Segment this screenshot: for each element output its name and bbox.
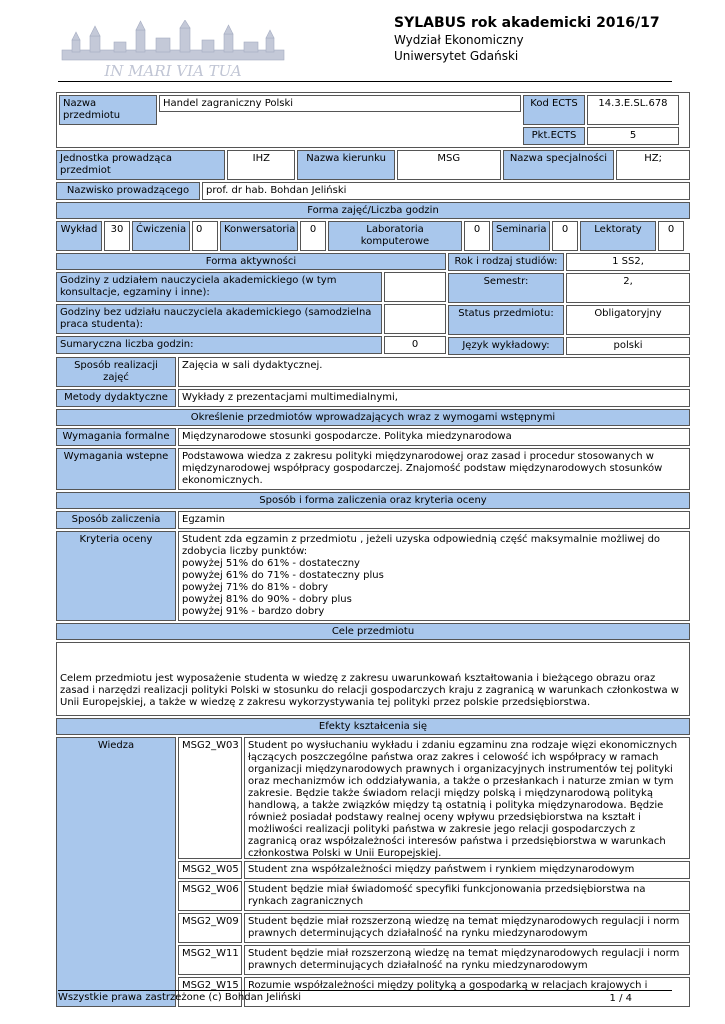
course-frame <box>56 92 690 148</box>
language-label: Język wykładowy: <box>448 337 564 355</box>
outcome-description: Student będzie miał rozszerzoną wiedzę na temat międzynarodowych regulacji i norm prawnych determinujących działalność na rynku miedzynarodowym <box>244 945 690 975</box>
grading-criteria-label: Kryteria oceny <box>56 531 176 621</box>
outcome-code: MSG2_W09 <box>178 913 242 943</box>
assessment-method-label: Sposób zaliczenia <box>56 511 176 529</box>
field-value: MSG <box>397 150 501 180</box>
study-year-value: 1 SS2, <box>566 253 690 271</box>
semester-value: 2, <box>566 273 690 303</box>
teaching-methods-label: Metody dydaktyczne <box>56 389 176 407</box>
activity-block <box>56 253 690 355</box>
semester-label: Semestr: <box>448 273 564 303</box>
page-header <box>0 0 725 90</box>
study-year-label: Rok i rodzaj studiów: <box>448 253 564 271</box>
class-hours: 0 <box>658 221 684 251</box>
grading-criteria-value: Student zda egzamin z przedmiotu , jeżeli uzyska odpowiednią część maksymalnie możliwej do zdobycia liczby punktów: powyżej 51% do 61% - dostateczny powyżej 61% do 71% - dostateczny plus powyżej 71% do 81% - dobry powyżej 81% do 90% - dobry plus powyżej 91% - bardzo dobry <box>178 531 690 621</box>
outcome-code: MSG2_W05 <box>178 861 242 879</box>
learning-outcomes <box>56 737 690 1009</box>
specialty-label: Nazwa specjalności <box>503 150 615 180</box>
class-type-label: Wykład <box>56 221 102 251</box>
copyright-text: Wszystkie prawa zastrzeżone (c) Bohdan Jeliński <box>58 992 301 1003</box>
delivery-mode-value: Zajęcia w sali dydaktycznej. <box>178 357 690 387</box>
syllabus-table <box>56 92 690 1009</box>
outcome-description: Rozumie współzależności między polityką a gospodarką w relacjach krajowych i <box>244 977 690 1007</box>
class-type-label: Ćwiczenia <box>132 221 190 251</box>
course-status-label: Status przedmiotu: <box>448 305 564 335</box>
field-label: Nazwa kierunku <box>297 150 395 180</box>
ects-points: 5 <box>587 127 679 145</box>
classes-hours-row <box>56 221 690 251</box>
outcome-code: MSG2_W15 <box>178 977 242 1007</box>
delivery-mode-label: Sposób realizacji zajęć <box>56 357 176 387</box>
course-name: Handel zagraniczny Polski <box>159 95 521 112</box>
formal-requirements-value: Międzynarodowe stosunki gospodarcze. Polityka miedzynarodowa <box>178 428 690 446</box>
outcomes-section-title: Efekty kształcenia się <box>56 718 690 735</box>
self-study-hours-value <box>384 304 446 334</box>
lecturer-label: Nazwisko prowadzącego <box>56 182 200 200</box>
course-goals-text: Celem przedmiotu jest wyposażenie studenta w wiedzę z zakresu uwarunkowań kształtowania i bieżącego obrazu oraz zasad i narzędzi realizacji polityki Polski w stosunku do relacji gospodarczych kraju z zagranicą w warunkach członkostwa w Unii Europejskiej, a także w wiedzę z zakresu wykorzystywania tej polityki przez polskie przedsiębiorstwa. <box>56 642 690 716</box>
class-hours: 0 <box>464 221 490 251</box>
university-name: Uniwersytet Gdański <box>394 49 519 63</box>
assessment-section-title: Sposób i forma zaliczenia oraz kryteria oceny <box>56 492 690 509</box>
faculty-name: Wydział Ekonomiczny <box>394 33 524 47</box>
outcome-category-knowledge: Wiedza <box>56 737 176 1007</box>
logo-motto: IN MARI VIA TUA <box>104 62 242 78</box>
class-type-label: Seminaria <box>492 221 550 251</box>
unit-label: Jednostka prowadząca przedmiot <box>56 150 225 180</box>
ects-code-label: Kod ECTS <box>523 95 585 125</box>
header-rule <box>58 81 672 82</box>
classes-section-title: Forma zajęć/Liczba godzin <box>56 202 690 219</box>
page-number: 1 / 4 <box>609 993 632 1004</box>
assessment-method-value: Egzamin <box>178 511 690 529</box>
total-hours-label: Sumaryczna liczba godzin: <box>56 336 382 354</box>
outcome-code: MSG2_W11 <box>178 945 242 975</box>
goals-section-title: Cele przedmiotu <box>56 623 690 640</box>
class-hours: 0 <box>300 221 326 251</box>
prerequisites-section-title: Określenie przedmiotów wprowadzających wraz z wymogami wstępnymi <box>56 409 690 426</box>
class-hours: 30 <box>104 221 130 251</box>
class-type-label: Laboratoria komputerowe <box>328 221 462 251</box>
contact-hours-label: Godziny z udziałem nauczyciela akademickiego (w tym konsultacje, egzaminy i inne): <box>56 272 382 302</box>
outcome-description: Student będzie miał rozszerzoną wiedzę na temat międzynarodowych regulacji i norm prawnych determinujących działalność na rynku miedzynarodowym <box>244 913 690 943</box>
language-value: polski <box>566 337 690 355</box>
university-logo <box>58 20 288 78</box>
self-study-hours-label: Godziny bez udziału nauczyciela akademickiego (samodzielna praca studenta): <box>56 304 382 334</box>
class-type-label: Lektoraty <box>580 221 656 251</box>
outcome-code: MSG2_W03 <box>178 737 242 859</box>
lecturer-name: prof. dr hab. Bohdan Jeliński <box>202 182 690 200</box>
outcome-code: MSG2_W06 <box>178 881 242 911</box>
syllabus-title: SYLABUS rok akademicki 2016/17 <box>394 15 660 31</box>
formal-requirements-label: Wymagania formalne <box>56 428 176 446</box>
ects-code: 14.3.E.SL.678 <box>587 95 679 125</box>
course-status-value: Obligatoryjny <box>566 305 690 335</box>
initial-requirements-label: Wymagania wstepne <box>56 448 176 490</box>
specialty-value: HZ; <box>616 150 690 180</box>
contact-hours-value <box>384 272 446 302</box>
outcome-description: Student po wysłuchaniu wykładu i zdaniu egzaminu zna rodzaje więzi ekonomicznych łączących poszczególne państwa oraz zakres i celowość ich współpracy w ramach organizacji międzynarodowych prawnych i organizacyjnych instrumentów tej polityki oraz mechanizmów ich oddziaływania, a także o przesłankach i naturze zmian w tym zakresie. Będzie także świadom relacji między polską i międzynarodową polityką handlową, a także związków między tą ostatnią i polityka międzynarodowa. Będzie również posiadał podstawy realnej oceny wpływu przedsiębiorstwa na kształt i możliwości realizacji polityki państwa w zakresie jego relacji gospodarczych z zagranicą oraz współzależności interesów państwa i przedsiębiorstwa w warunkach członkostwa Polski w Unii Europejskiej. <box>244 737 690 859</box>
class-type-label: Konwersatoria <box>220 221 298 251</box>
class-hours: 0 <box>192 221 218 251</box>
class-hours: 0 <box>552 221 578 251</box>
unit-value: IHZ <box>227 150 295 180</box>
outcome-description: Student będzie miał świadomość specyfiki funkcjonowania przedsiębiorstwa na rynkach zagranicznych <box>244 881 690 911</box>
activity-section-title: Forma aktywności <box>56 253 446 270</box>
initial-requirements-value: Podstawowa wiedza z zakresu polityki międzynarodowej oraz zasad i procedur stosowanych w międzynarodowej współpracy gospodarczej. Znajomość podstaw międzynarodowych stosunków ekonomicznych. <box>178 448 690 490</box>
teaching-methods-value: Wykłady z prezentacjami multimedialnymi, <box>178 389 690 407</box>
course-name-label: Nazwa przedmiotu <box>59 95 157 125</box>
page-footer <box>58 990 672 1004</box>
outcome-description: Student zna współzależności między państwem i rynkiem międzynarodowym <box>244 861 690 879</box>
total-hours-value: 0 <box>384 336 446 354</box>
ects-points-label: Pkt.ECTS <box>523 127 585 145</box>
